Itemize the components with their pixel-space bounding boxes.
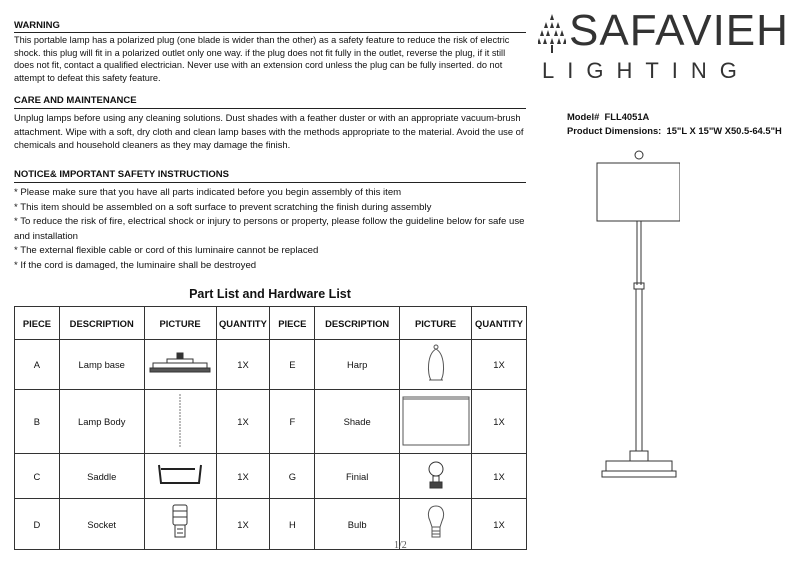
dims-label: Product Dimensions: (567, 125, 662, 136)
divider (14, 108, 526, 109)
notice-item: * To reduce the risk of fire, electrical shock or injury to persons or property, please follow the guideline below for safe use and installation (14, 216, 525, 242)
description: Lamp base (59, 340, 144, 390)
quantity: 1X (472, 454, 527, 499)
col-header: DESCRIPTION (315, 307, 400, 340)
piece: H (270, 499, 315, 550)
notice-item: * This item should be assembled on a soft surface to prevent scratching the finish during assembly (14, 201, 432, 213)
quantity: 1X (472, 340, 527, 390)
picture-cell (400, 499, 472, 550)
col-header: PIECE (270, 307, 315, 340)
quantity: 1X (216, 340, 270, 390)
parts-table (14, 306, 527, 550)
quantity: 1X (472, 390, 527, 454)
table-row (15, 454, 527, 499)
product-info (567, 110, 782, 138)
lamp-body-icon (175, 392, 185, 450)
table-row (15, 499, 527, 550)
piece: B (15, 390, 60, 454)
piece: A (15, 340, 60, 390)
col-header: QUANTITY (216, 307, 270, 340)
piece: D (15, 499, 60, 550)
harp-icon (419, 344, 453, 384)
picture-cell (144, 340, 216, 390)
page-number: 1/2 (394, 540, 407, 551)
description: Finial (315, 454, 400, 499)
care-text: Unplug lamps before using any cleaning solutions. Dust shades with a feather duster or with an appropriate vacuum-brush attachment. Wipe with a soft, dry cloth and clean lamp bases with the methods appropriate to the material. Avoid the use of chemicals and household cleaners as they may damage the finish. (14, 112, 524, 151)
parts-title: Part List and Hardware List (189, 287, 351, 301)
notice-heading: NOTICE& IMPORTANT SAFETY INSTRUCTIONS (14, 169, 229, 180)
chandelier-logo-icon (538, 14, 566, 54)
col-header: QUANTITY (472, 307, 527, 340)
description: Shade (315, 390, 400, 454)
piece: C (15, 454, 60, 499)
notice-list (14, 186, 526, 274)
lamp-base-icon (149, 351, 211, 377)
description: Socket (59, 499, 144, 550)
picture-cell (144, 390, 216, 454)
dims-value: 15"L X 15"W X50.5-64.5"H (666, 125, 782, 136)
brand-sub: LIGHTING (542, 58, 750, 83)
picture-cell (144, 499, 216, 550)
col-header: PICTURE (400, 307, 472, 340)
shade-icon (401, 393, 471, 449)
piece: G (270, 454, 315, 499)
floor-lamp-illustration (590, 145, 680, 485)
finial-icon (424, 459, 448, 491)
quantity: 1X (216, 390, 270, 454)
warning-text: This portable lamp has a polarized plug (one blade is wider than the other) as a safety feature to reduce the risk of electric shock. this plug will fit in a polarized outlet only one way. if the plug does not fit fully in the outlet, reverse the plug, if it still does not fit, contact a qualified electrician. Never use with an extension cord unless the plug can be fully inserted. do not attempt to defeat this safety feature. (14, 35, 510, 83)
notice-item: * The external flexible cable or cord of this luminaire cannot be replaced (14, 245, 319, 257)
description: Harp (315, 340, 400, 390)
notice-item: * If the cord is damaged, the luminaire shall be destroyed (14, 259, 257, 271)
picture-cell (400, 340, 472, 390)
description: Bulb (315, 499, 400, 550)
picture-cell (144, 454, 216, 499)
piece: E (270, 340, 315, 390)
table-row (15, 340, 527, 390)
col-header: PICTURE (144, 307, 216, 340)
care-heading: CARE AND MAINTENANCE (14, 95, 137, 106)
divider (14, 182, 526, 183)
piece: F (270, 390, 315, 454)
table-row (15, 390, 527, 454)
description: Saddle (59, 454, 144, 499)
model-number: FLL4051A (604, 111, 650, 122)
picture-cell (400, 390, 472, 454)
col-header: DESCRIPTION (59, 307, 144, 340)
socket-icon (168, 503, 192, 543)
table-header-row (15, 307, 527, 340)
model-label: Model# (567, 111, 600, 122)
description: Lamp Body (59, 390, 144, 454)
bulb-icon (424, 503, 448, 543)
col-header: PIECE (15, 307, 60, 340)
quantity: 1X (472, 499, 527, 550)
brand-name: SAFAVIEH (569, 6, 789, 55)
picture-cell (400, 454, 472, 499)
quantity: 1X (216, 454, 270, 499)
quantity: 1X (216, 499, 270, 550)
warning-heading: WARNING (14, 20, 60, 31)
saddle-icon (155, 461, 205, 489)
divider (14, 32, 526, 33)
notice-item: * Please make sure that you have all parts indicated before you begin assembly of this item (14, 187, 402, 198)
